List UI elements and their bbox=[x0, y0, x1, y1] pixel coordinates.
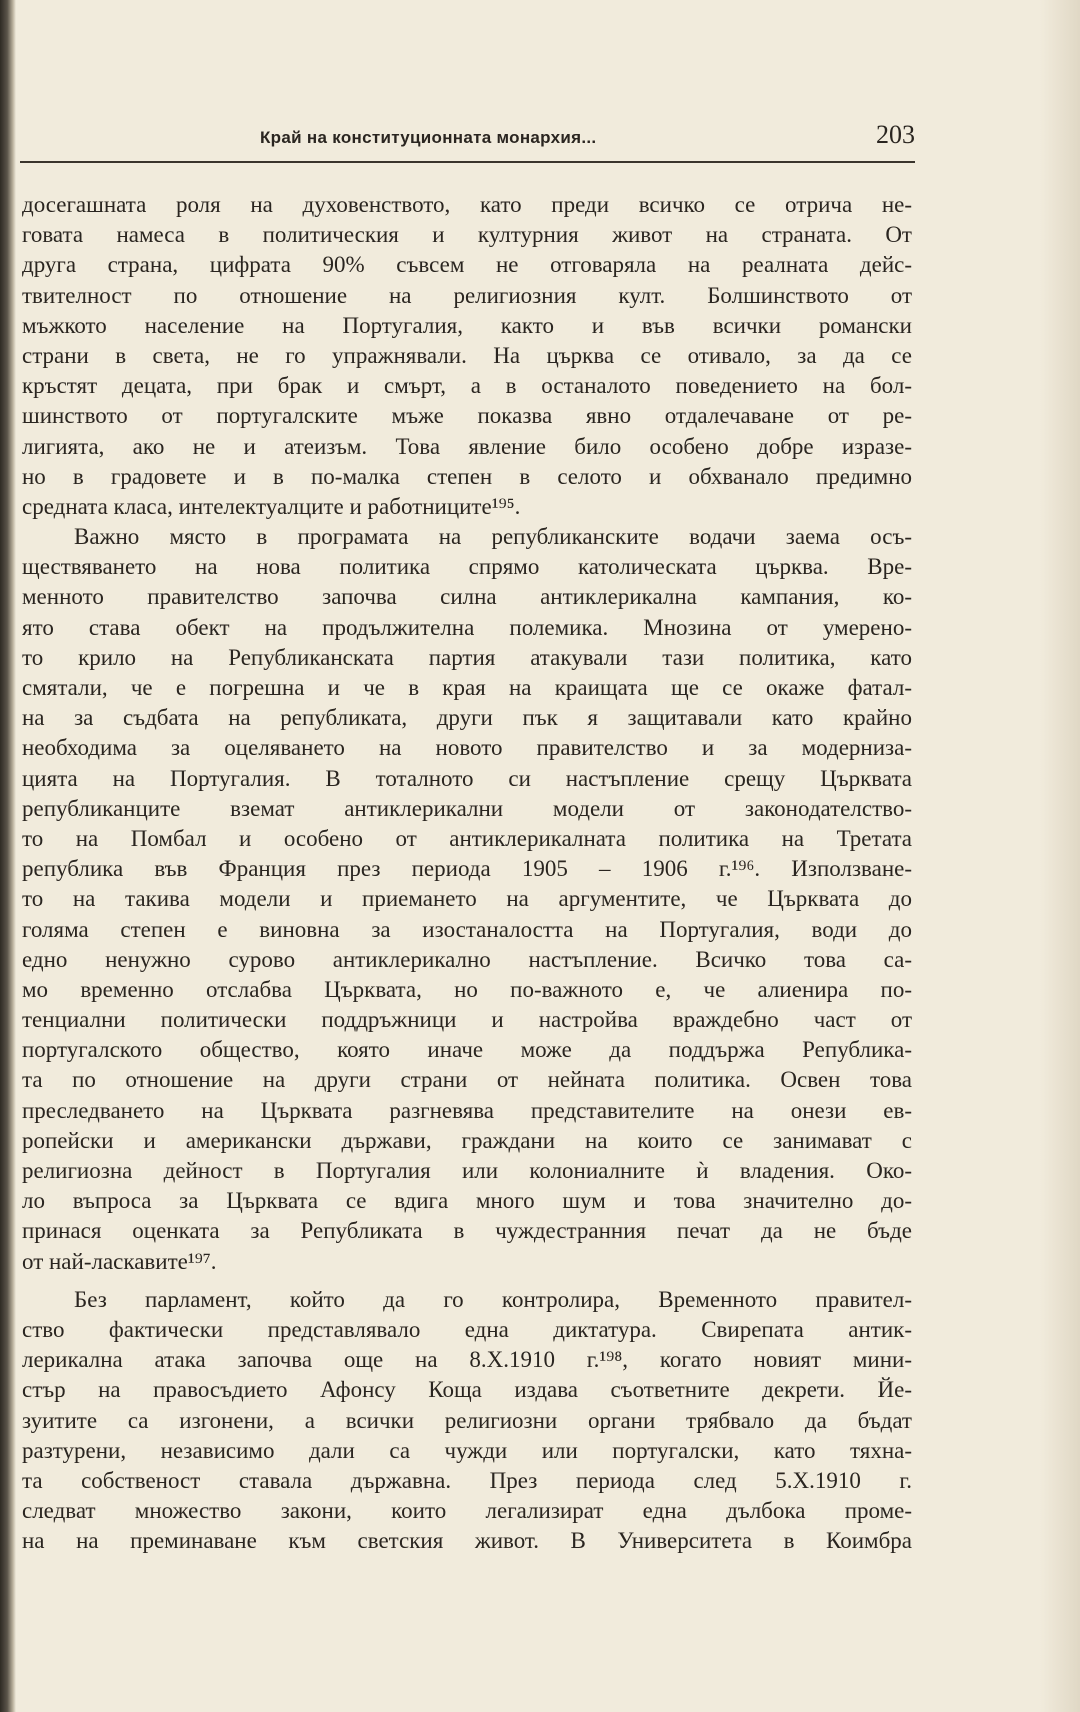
text-line: Без парламент, който да го контролира, Временното правител- bbox=[74, 1286, 912, 1312]
paragraph-1 bbox=[22, 190, 912, 522]
paragraph-gap bbox=[22, 1277, 912, 1285]
text-line: разтурени, независимо дали са чужди или португалски, като тяхна- bbox=[22, 1437, 912, 1463]
text-line: мъжкото население на Португалия, както и във всички романски bbox=[22, 312, 912, 338]
page-spine-shadow bbox=[0, 0, 16, 1712]
text-line: ство фактически представлявало една диктатура. Свирепата антик- bbox=[22, 1316, 912, 1342]
text-line: но в градовете и в по-малка степен в селото и обхванало предимно bbox=[22, 463, 912, 489]
text-line: менното правителство започва силна антиклерикална кампания, ко- bbox=[22, 584, 912, 610]
text-line: преследването на Църквата разгневява представителите на онези ев- bbox=[22, 1097, 912, 1123]
text-line: следват множество закони, които легализират една дълбока проме- bbox=[22, 1498, 912, 1524]
text-line: мо временно отслабва Църквата, но по-важното е, че алиенира по- bbox=[22, 976, 912, 1002]
text-line: досегашната роля на духовенството, като преди всичко се отрича не- bbox=[22, 192, 912, 217]
text-line: кръстят децата, при брак и смърт, а в останалото поведението на бол- bbox=[22, 373, 912, 399]
paragraph-3 bbox=[22, 1285, 912, 1557]
text-line: принася оценката за Републиката в чуждестранния печат да не бъде bbox=[22, 1218, 912, 1244]
text-line: португалското общество, която иначе може да поддържа Република- bbox=[22, 1037, 912, 1063]
running-header bbox=[20, 118, 915, 162]
text-line: ято става обект на продължителна полемика. Мнозина от умерено- bbox=[22, 614, 912, 640]
text-line: смятали, че е погрешна и че в края на краищата ще се окаже фатал- bbox=[22, 675, 912, 700]
text-line: лерикална атака започва още на 8.X.1910 г.¹⁹⁸, когато новият мини- bbox=[22, 1347, 912, 1373]
text-line: голяма степен е виновна за изостаналостта на Португалия, води до bbox=[22, 916, 912, 942]
paragraph-2 bbox=[22, 522, 912, 1277]
body-text bbox=[22, 190, 912, 1556]
text-line: необходима за оцеляването на новото правителство и за модерниза- bbox=[22, 735, 912, 761]
text-line: шинството от португалските мъже показва явно отдалечаване от ре- bbox=[22, 403, 912, 429]
text-line: на на преминаване към светския живот. В Университета в Коимбра bbox=[22, 1528, 912, 1554]
text-line: то на такива модели и приемането на аргументите, че Църквата до bbox=[22, 886, 912, 912]
text-line: лигията, ако не и атеизъм. Това явление било особено добре изразе- bbox=[22, 433, 912, 459]
text-line: Важно място в програмата на републиканските водачи заема осъ- bbox=[74, 524, 912, 550]
text-line: зуитите са изгонени, а всички религиозни органи трябвало да бъдат bbox=[22, 1407, 912, 1433]
page-number: 203 bbox=[876, 120, 915, 149]
text-line: на за съдбата на републиката, други пък я защитавали като крайно bbox=[22, 705, 912, 731]
text-line: религиозна дейност в Португалия или колониалните ѝ владения. Око- bbox=[22, 1158, 912, 1183]
text-line: ропейски и американски държави, граждани на които се занимават с bbox=[22, 1127, 912, 1153]
text-line: от най-ласкавите¹⁹⁷. bbox=[22, 1248, 217, 1274]
text-line: стър на правосъдието Афонсу Коща издава съответните декрети. Йе- bbox=[22, 1377, 912, 1403]
text-line: та собственост ставала държавна. През периода след 5.X.1910 г. bbox=[22, 1467, 912, 1493]
header-rule bbox=[20, 161, 915, 163]
text-line: средната класа, интелектуалците и работниците¹⁹⁵. bbox=[22, 493, 521, 519]
text-line: ществяването на нова политика спрямо католическата църква. Вре- bbox=[22, 554, 912, 580]
text-line: та по отношение на други страни от нейната политика. Освен това bbox=[22, 1067, 912, 1093]
text-line: друга страна, цифрата 90% съвсем не отговаряла на реалната дейс- bbox=[22, 252, 912, 278]
text-line: република във Франция през периода 1905 – 1906 г.¹⁹⁶. Използване- bbox=[22, 856, 912, 882]
text-line: тенциални политически поддръжници и настройва враждебно част от bbox=[22, 1007, 912, 1033]
text-line: говата намеса в политическия и културния живот на страната. От bbox=[22, 222, 912, 248]
text-line: то на Помбал и особено от антиклерикалната политика на Третата bbox=[22, 825, 912, 851]
text-line: твителност по отношение на религиозния култ. Болшинството от bbox=[22, 282, 912, 308]
text-line: едно ненужно сурово антиклерикално настъпление. Всичко това са- bbox=[22, 946, 912, 972]
text-line: страни в света, не го упражнявали. На църква се отивало, за да се bbox=[22, 342, 912, 368]
text-line: републиканците вземат антиклерикални модели от законодателство- bbox=[22, 795, 912, 821]
text-line: то крило на Републиканската партия атакували тази политика, като bbox=[22, 644, 912, 670]
text-line: ло въпроса за Църквата се вдига много шум и това значително до- bbox=[22, 1188, 912, 1214]
page-edge-tint bbox=[1040, 0, 1080, 1712]
text-line: цията на Португалия. В тоталното си настъпление срещу Църквата bbox=[22, 765, 912, 791]
running-title: Край на конституционната монархия... bbox=[260, 128, 597, 147]
